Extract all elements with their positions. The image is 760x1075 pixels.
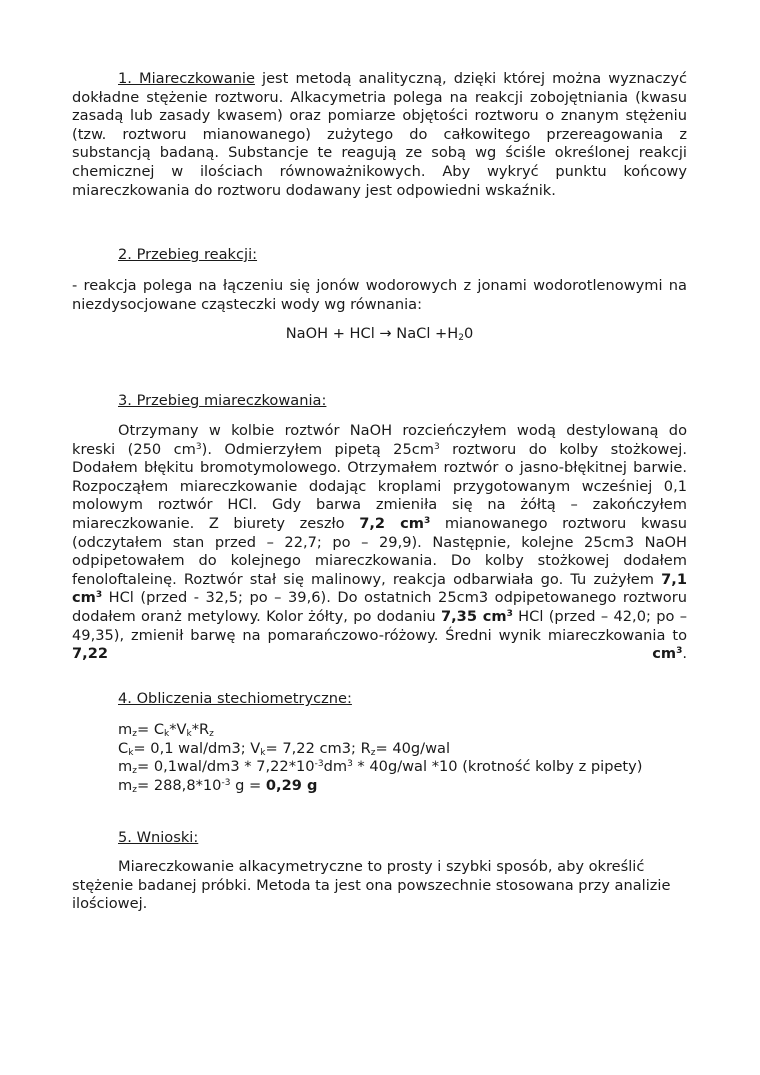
section-2-body: - reakcja polega na łączeniu się jonów wodorowych z jonami wodorotlenowymi na niezdysocjowane cząsteczki wody wg równania: — [72, 277, 687, 313]
final-result: 0,29 g — [265, 776, 318, 794]
section-4-heading: 4. Obliczenia stechiometryczne: — [118, 690, 352, 707]
calculation-block — [118, 721, 708, 795]
titration-volume-1: 7,2 $cm^3$ — [359, 514, 431, 532]
section-3-paragraph: Otrzymany w kolbie roztwór NaOH rozcieńczyłem wodą destylowaną do kreski (250 $cm^3$). Odmierzyłem pipetą $25cm^3$ roztworu do kolby stożkowej. Dodałem błękitu bromotymolowego. Otrzymałem roztwór o jasno-błękitnej barwie. Rozpocząłem miareczkowanie dodając kroplami przygotowanym wcześniej 0,1 molowym roztwór HCl. Gdy barwa zmieniła się na żółtą – zakończyłem miareczkowanie. Z biurety zeszło 7,2 $cm^3$ mianowanego roztworu kwasu (odczytałem stan przed – 22,7; po – 29,9). Następnie, kolejne 25cm3 NaOH odpipetowałem do kolejnego miareczkowania. Do kolby stożkowej dodałem fenoloftaleinę. Roztwór stał się malinowy, reakcja odbarwiała go. Tu zużyłem 7,1 $cm^3$ HCl (przed - 32,5; po – 39,6). Do ostatnich 25cm3 odpipetowanego roztworu dodałem oranż metylowy. Kolor żółty, po dodaniu 7,35 $cm^3$ HCl (przed – 42,0; po – 49,35), zmienił barwę na pomarańczowo-różowy. Średni wynik miareczkowania to 7,22 $cm^3$. — [72, 422, 688, 663]
section-3-heading: 3. Przebieg miareczkowania: — [118, 392, 327, 409]
section-1-paragraph — [72, 70, 687, 200]
titration-volume-2: 7,1 $cm^3$ — [72, 570, 687, 607]
formula-line-1: $m_z= C_k*V_k*R_z$ — [118, 721, 214, 739]
formula-line-4: $m_z= 288,8*10^{-3}$ g = 0,29 g — [118, 776, 318, 795]
titration-average: 7,22 $cm^3$ — [72, 645, 683, 663]
formula-line-2: $C_k= 0,1$ wal/dm3; $V_k= 7,22$ cm3; $R_z= 40g/wal$ — [118, 739, 451, 758]
reaction-equation: NaOH + HCl → NaCl $+H_20$ — [285, 325, 474, 343]
section-2-heading: 2. Przebieg reakcji: — [118, 246, 258, 263]
section-1-title: 1. Miareczkowanie — [118, 70, 255, 87]
formula-line-3: $m_z= 0,1wal/dm3 * 7,22*10^{-3}dm^3 * 40g/wal$ *10 (krotność kolby z pipety) — [118, 758, 643, 777]
titration-volume-3: 7,35 $cm^3$ — [440, 607, 513, 625]
section-5-paragraph: Miareczkowanie alkacymetryczne to prosty i szybki sposób, aby określić stężenie badanej próbki. Metoda ta jest ona powszechnie stosowana przy analizie ilościowej. — [72, 858, 671, 913]
section-1-body: jest metodą analityczną, dzięki której można wyznaczyć dokładne stężenie roztworu. Alkacymetria polega na reakcji zobojętniania (kwasu zasadą lub zasady kwasem) oraz pomiarze objętości roztworu o znanym stężeniu (tzw. roztworu mianowanego) zużytego do całkowitego przereagowania z substancją badaną. Substancje te reagują ze sobą wg ściśle określonej reakcji chemicznej w ilościach równoważnikowych. Aby wykryć punktu końcowy miareczkowania do roztworu dodawany jest odpowiedni wskaźnik. — [72, 70, 688, 199]
section-5-heading: 5. Wnioski: — [118, 829, 199, 846]
